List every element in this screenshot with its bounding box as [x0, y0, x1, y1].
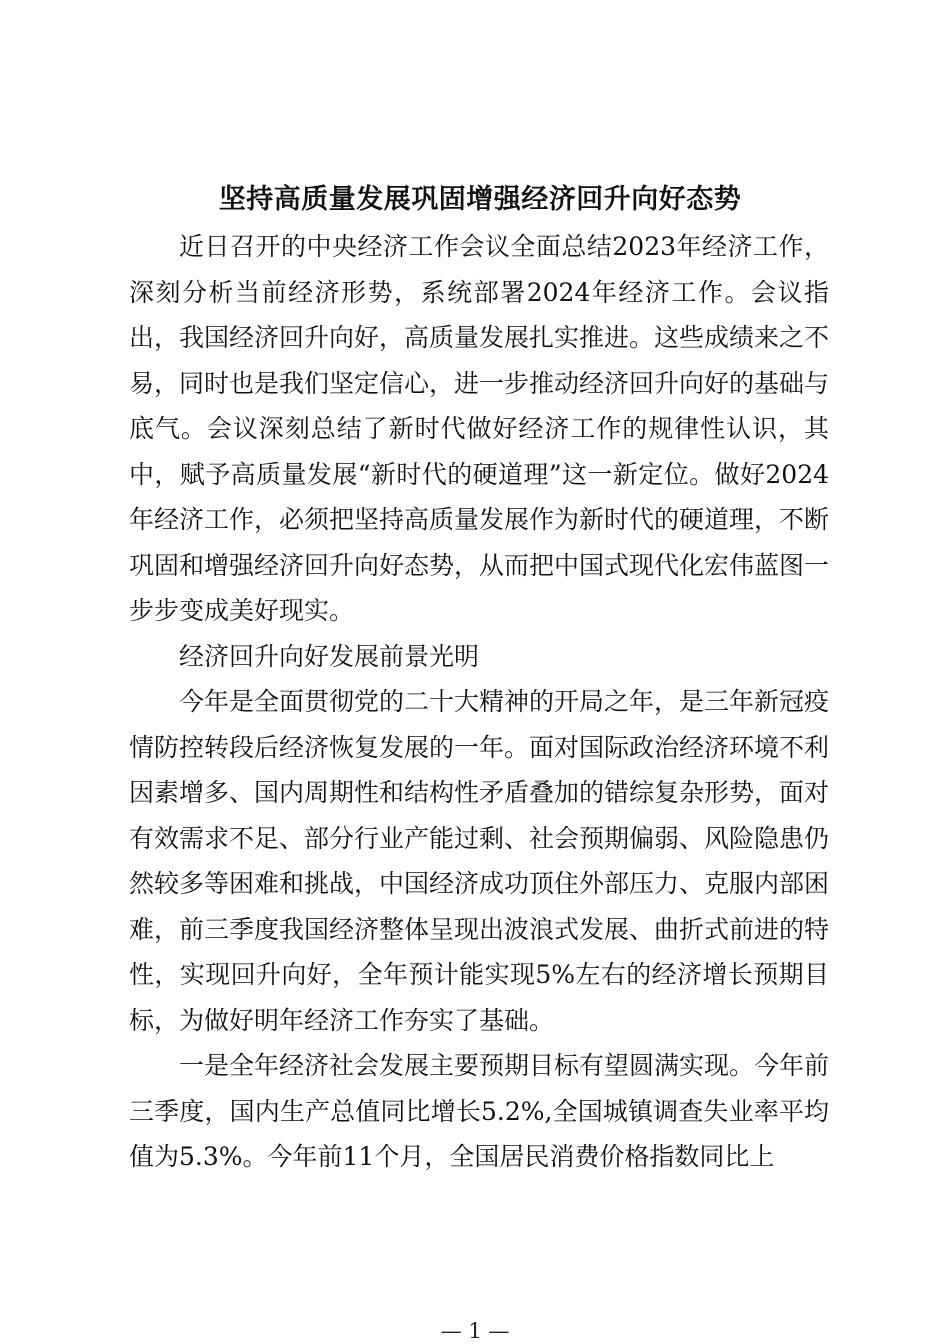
paragraph-economy-review: 今年是全面贯彻党的二十大精神的开局之年，是三年新冠疫情防控转段后经济恢复发展的一年。面对国际政治经济环境不利因素增多、国内周期性和结构性矛盾叠加的错综复杂形势，面对有效需求不足、部分行业产能过剩、社会预期偏弱、风险隐患仍然较多等困难和挑战，中国经济成功顶住外部压力、克服内部困难，前三季度我国经济整体呈现出波浪式发展、曲折式前进的特性，实现回升向好，全年预计能实现5%左右的经济增长预期目标，为做好明年经济工作夯实了基础。	[129, 687, 830, 1035]
paragraph-intro: 近日召开的中央经济工作会议全面总结2023年经济工作，深刻分析当前经济形势，系统部署2024年经济工作。会议指出，我国经济回升向好，高质量发展扎实推进。这些成绩来之不易，同时也是我们坚定信心，进一步推动经济回升向好的基础与底气。会议深刻总结了新时代做好经济工作的规律性认识，其中，赋予高质量发展“新时代的硬道理”这一新定位。做好2024年经济工作，必须把坚持高质量发展作为新时代的硬道理，不断巩固和增强经济回升向好态势，从而把中国式现代化宏伟蓝图一步步变成美好现实。	[129, 232, 830, 625]
document-title: 坚持高质量发展巩固增强经济回升向好态势	[218, 184, 742, 215]
page-number: — 1 —	[440, 1319, 510, 1343]
paragraph-targets: 一是全年经济社会发展主要预期目标有望圆满实现。今年前三季度，国内生产总值同比增长5.2%,全国城镇调查失业率平均值为5.3%。今年前11个月，全国居民消费价格指数同比上	[129, 1051, 830, 1171]
document-body	[129, 224, 829, 1180]
section-heading: 经济回升向好发展前景光明	[179, 641, 480, 671]
